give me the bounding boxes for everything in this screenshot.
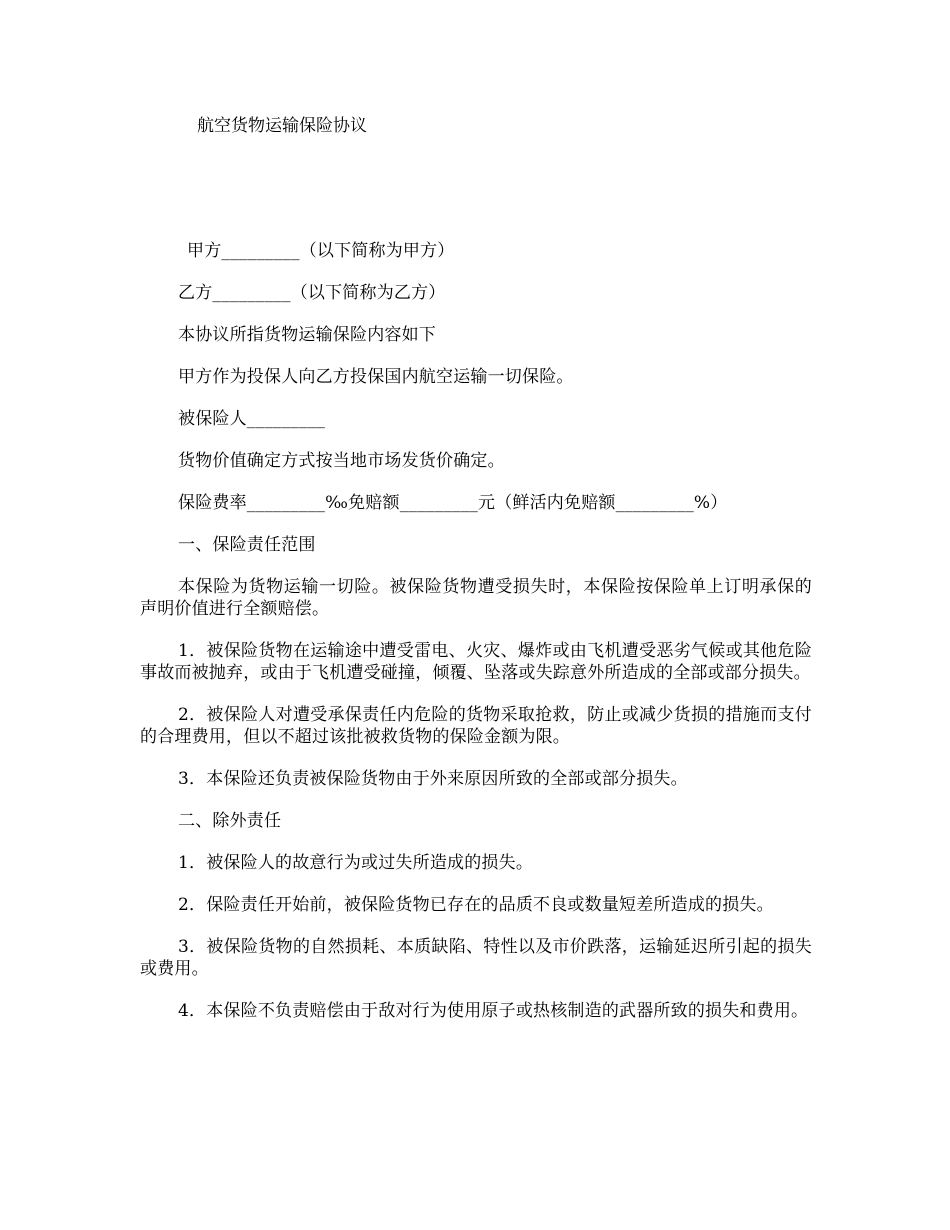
party-b-line: 乙方_________（以下简称为乙方） [178,283,446,303]
exclusion-item-3: 3．被保险货物的自然损耗、本质缺陷、特性以及市价跌落，运输延迟所引起的损失或费用。 [140,937,812,979]
party-a-line: 甲方_________（以下简称为甲方） [187,241,455,261]
document-title: 航空货物运输保险协议 [197,116,367,136]
rate-deductible-line: 保险费率_________‰免赔额_________元（鲜活内免赔额_________%） [178,493,728,513]
coverage-item-3: 3．本保险还负责被保险货物由于外来原因所致的全部或部分损失。 [178,769,688,789]
exclusion-item-1: 1．被保险人的故意行为或过失所造成的损失。 [178,853,534,873]
exclusion-item-2: 2．保险责任开始前，被保险货物已存在的品质不良或数量短差所造成的损失。 [178,895,774,915]
coverage-paragraph: 本保险为货物运输一切险。被保险货物遭受损失时，本保险按保险单上订明承保的声明价值进行全额赔偿。 [140,577,812,619]
intro-line: 本协议所指货物运输保险内容如下 [178,325,436,345]
insurance-statement: 甲方作为投保人向乙方投保国内航空运输一切保险。 [178,367,574,387]
exclusion-item-4: 4．本保险不负责赔偿由于敌对行为使用原子或热核制造的武器所致的损失和费用。 [178,1001,809,1021]
section-heading-exclusions: 二、除外责任 [178,811,282,831]
coverage-item-2: 2．被保险人对遭受承保责任内危险的货物采取抢救，防止或减少货损的措施而支付的合理费用，但以不超过该批被救货物的保险金额为限。 [140,705,812,747]
valuation-line: 货物价值确定方式按当地市场发货价确定。 [178,451,505,471]
section-heading-coverage: 一、保险责任范围 [178,535,316,555]
insured-line: 被保险人_________ [178,409,326,429]
document-body [140,240,812,1042]
coverage-item-1: 1．被保险货物在运输途中遭受雷电、火灾、爆炸或由飞机遭受恶劣气候或其他危险事故而被抛弃，或由于飞机遭受碰撞，倾覆、坠落或失踪意外所造成的全部或部分损失。 [140,641,812,683]
